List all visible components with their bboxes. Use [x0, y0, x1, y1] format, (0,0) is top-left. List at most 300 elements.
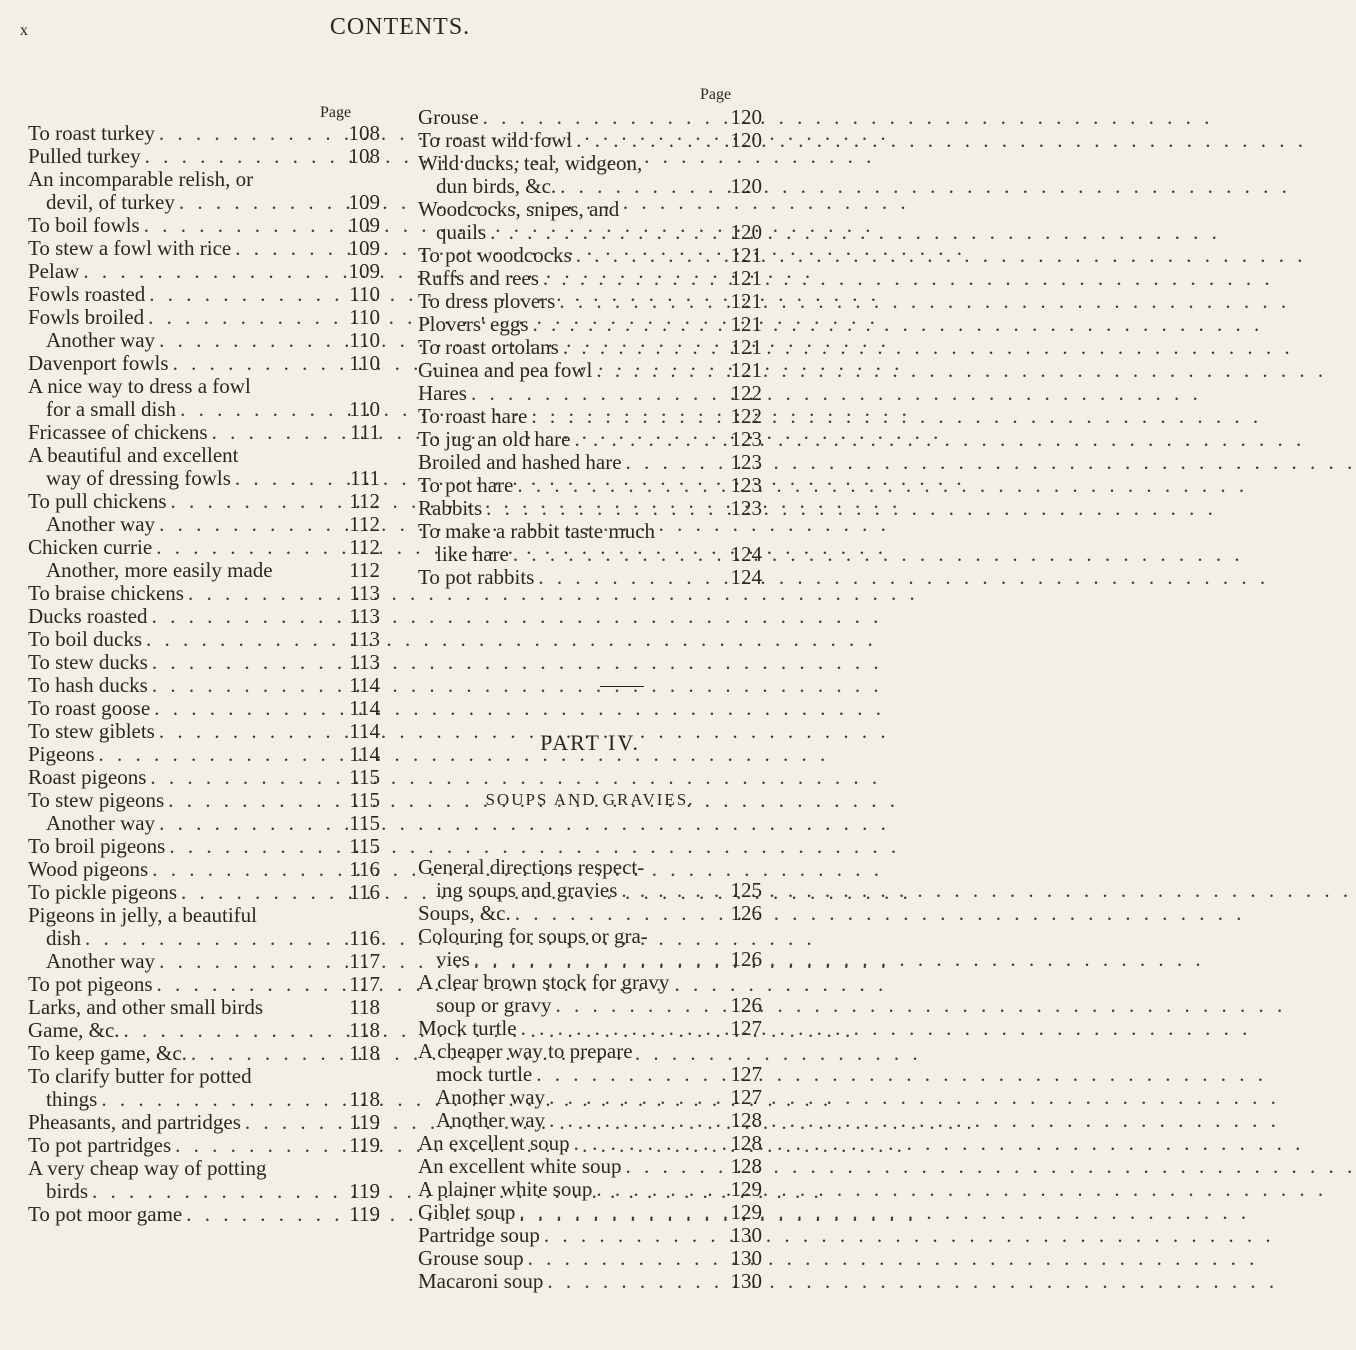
entry-page: 116 — [349, 880, 380, 904]
contents-entry — [418, 405, 762, 428]
entry-title: To dress plovers — [418, 289, 556, 313]
contents-entry — [28, 628, 380, 651]
entry-page: 114 — [349, 673, 380, 697]
entry-title: Chicken currie — [28, 535, 153, 559]
dot-leader — [592, 1178, 726, 1201]
entry-title: To boil fowls — [28, 213, 140, 237]
entry-page: 119 — [349, 1179, 380, 1203]
entry-title: Game, &c. — [28, 1018, 120, 1042]
entry-title: Guinea and pea fowl — [418, 358, 593, 382]
entry-title: Pelaw — [28, 259, 80, 283]
entry-title: To keep game, &c. — [28, 1041, 187, 1065]
dot-leader — [146, 766, 345, 789]
dot-leader — [165, 835, 345, 858]
entry-title: Another way — [46, 512, 156, 536]
entry-page: 121 — [730, 312, 762, 336]
dot-leader — [155, 329, 345, 352]
contents-entry — [28, 996, 380, 1019]
entry-page: 115 — [349, 765, 380, 789]
dot-leader — [182, 1203, 345, 1226]
entry-page: 113 — [349, 627, 380, 651]
entry-page: 116 — [349, 926, 380, 950]
contents-entry — [418, 244, 762, 267]
entry-page: 108 — [348, 144, 380, 168]
dot-leader — [241, 1111, 345, 1134]
entry-title: To pot moor game — [28, 1202, 183, 1226]
contents-entry — [28, 283, 380, 306]
contents-entry — [418, 948, 762, 971]
contents-entry — [28, 467, 380, 490]
entry-title: To pot woodcocks — [418, 243, 572, 267]
entry-title: To pot partridges — [28, 1133, 172, 1157]
entry-title: Rabbits — [418, 496, 483, 520]
contents-entry — [28, 1042, 380, 1065]
contents-entry — [418, 1132, 762, 1155]
contents-entry — [418, 1040, 762, 1063]
page-column-label: Page — [700, 86, 732, 103]
entry-list — [418, 856, 762, 1293]
entry-page: 110 — [349, 328, 380, 352]
entry-title: Ruffs and rees — [418, 266, 539, 290]
entry-page: 120 — [730, 105, 762, 129]
entry-page: 113 — [349, 581, 380, 605]
entry-title: A clear brown stock for gravy — [418, 970, 670, 994]
dot-leader — [155, 720, 345, 743]
dot-leader — [524, 1247, 727, 1270]
entry-title: Fricassee of chickens — [28, 420, 208, 444]
entry-page: 128 — [730, 1131, 762, 1155]
dot-leader — [572, 244, 727, 267]
contents-entry — [418, 1201, 762, 1224]
contents-entry — [418, 267, 762, 290]
entry-page: 122 — [730, 381, 762, 405]
dot-leader — [88, 1180, 345, 1203]
entry-title: To pot hare — [418, 473, 514, 497]
entry-page: 126 — [730, 901, 762, 925]
entry-page: 120 — [730, 128, 762, 152]
entry-page: 129 — [730, 1200, 762, 1224]
dot-leader — [517, 1017, 727, 1040]
entry-title: like hare — [436, 542, 509, 566]
entry-title: dun birds, &c. — [436, 174, 557, 198]
entry-title: Broiled and hashed hare — [418, 450, 622, 474]
contents-entry — [28, 674, 380, 697]
dot-leader — [570, 1132, 727, 1155]
dot-leader — [148, 858, 345, 881]
entry-page: 126 — [730, 993, 762, 1017]
entry-title: To hash ducks — [28, 673, 148, 697]
dot-leader — [467, 382, 727, 405]
contents-entry — [28, 766, 380, 789]
entry-page: 126 — [730, 947, 762, 971]
entry-title: Davenport fowls — [28, 351, 169, 375]
contents-entry — [28, 1065, 380, 1088]
dot-leader — [79, 260, 344, 283]
entry-page: 109 — [348, 213, 380, 237]
contents-entry — [418, 129, 762, 152]
dot-leader — [513, 474, 726, 497]
entry-title: soup or gravy — [436, 993, 552, 1017]
contents-entry — [28, 490, 380, 513]
dot-leader — [556, 175, 726, 198]
dot-leader — [551, 994, 726, 1017]
entry-title: Pulled turkey — [28, 144, 141, 168]
dot-leader — [208, 421, 346, 444]
entry-title: A very cheap way of potting — [28, 1156, 267, 1180]
contents-entry — [28, 720, 380, 743]
dot-leader — [153, 973, 346, 996]
contents-entry — [418, 336, 762, 359]
entry-title: To stew ducks — [28, 650, 148, 674]
entry-title: Pigeons — [28, 742, 95, 766]
dot-leader — [141, 145, 345, 168]
entry-page: 121 — [730, 335, 762, 359]
contents-entry — [28, 122, 380, 145]
contents-entry — [28, 605, 380, 628]
entry-title: A nice way to dress a fowl — [28, 374, 251, 398]
entry-list — [28, 122, 380, 1226]
contents-entry — [28, 260, 380, 283]
dot-leader — [572, 129, 726, 152]
dot-leader — [176, 398, 345, 421]
entry-page: 109 — [348, 259, 380, 283]
entry-title: To pull chickens — [28, 489, 167, 513]
part-subtitle: SOUPS AND GRAVIES. — [485, 790, 695, 809]
contents-entry — [28, 559, 380, 582]
entry-title: devil, of turkey — [46, 190, 175, 214]
entry-page: 127 — [730, 1085, 762, 1109]
contents-entry — [418, 971, 762, 994]
contents-entry — [418, 925, 762, 948]
entry-page: 128 — [730, 1108, 762, 1132]
entry-page: 112 — [349, 489, 380, 513]
dot-leader — [164, 789, 345, 812]
entry-page: 119 — [349, 1202, 380, 1226]
contents-entry — [28, 1180, 380, 1203]
entry-page: 117 — [349, 972, 380, 996]
entry-page: 109 — [348, 190, 380, 214]
dot-leader — [148, 651, 345, 674]
entry-page: 108 — [348, 121, 380, 145]
entry-title: To pickle pigeons — [28, 880, 177, 904]
entry-page: 114 — [349, 719, 380, 743]
dot-leader — [482, 497, 726, 520]
entry-page: 113 — [349, 650, 380, 674]
entry-page: 130 — [730, 1269, 762, 1293]
contents-entry — [418, 566, 762, 589]
page-column-label: Page — [320, 104, 352, 121]
dot-leader — [97, 1088, 345, 1111]
entry-title: for a small dish — [46, 397, 177, 421]
contents-entry — [418, 1270, 762, 1293]
contents-entry — [28, 1111, 380, 1134]
contents-entry — [28, 1134, 380, 1157]
contents-entry — [418, 290, 762, 313]
contents-entry — [28, 536, 380, 559]
contents-entry — [28, 582, 380, 605]
entry-page: 110 — [349, 351, 380, 375]
contents-entry — [418, 382, 762, 405]
dot-leader — [543, 1270, 726, 1293]
entry-title: To make a rabbit taste much — [418, 519, 656, 543]
contents-entry — [28, 651, 380, 674]
entry-page: 111 — [350, 420, 380, 444]
contents-entry — [418, 474, 762, 497]
entry-page: 112 — [349, 512, 380, 536]
contents-entry — [28, 421, 380, 444]
entry-title: To stew giblets — [28, 719, 155, 743]
contents-entry — [418, 994, 762, 1017]
entry-page: 109 — [348, 236, 380, 260]
entry-page: 110 — [349, 305, 380, 329]
dot-leader — [140, 214, 345, 237]
contents-entry — [28, 812, 380, 835]
contents-entry — [418, 902, 762, 925]
dot-leader — [559, 336, 727, 359]
entry-title: Roast pigeons — [28, 765, 147, 789]
entry-title: vies — [436, 947, 470, 971]
contents-entry — [418, 1017, 762, 1040]
contents-entry — [28, 927, 380, 950]
entry-title: Mock turtle — [418, 1016, 517, 1040]
entry-title: Another, more easily made — [46, 558, 273, 582]
entry-title: Hares — [418, 381, 467, 405]
contents-entry — [28, 789, 380, 812]
dot-leader — [486, 221, 726, 244]
contents-entry — [418, 1086, 762, 1109]
contents-entry — [418, 359, 762, 382]
dot-leader — [81, 927, 345, 950]
dot-leader — [155, 950, 345, 973]
contents-entry — [418, 175, 762, 198]
dot-leader — [571, 428, 727, 451]
entry-title: Ducks roasted — [28, 604, 148, 628]
entry-page: 118 — [349, 995, 380, 1019]
entry-page: 122 — [730, 404, 762, 428]
dot-leader — [177, 881, 345, 904]
entry-title: Woodcocks, snipes, and — [418, 197, 620, 221]
entry-page: 127 — [730, 1016, 762, 1040]
entry-page: 115 — [349, 788, 380, 812]
contents-entry — [28, 1157, 380, 1180]
contents-entry — [418, 543, 762, 566]
contents-entry — [28, 168, 380, 191]
dot-leader — [622, 451, 727, 474]
entry-title: To boil ducks — [28, 627, 143, 651]
dot-leader — [187, 1042, 345, 1065]
entry-title: Another way — [436, 1108, 546, 1132]
entry-title: Colouring for soups or gra- — [418, 924, 648, 948]
entry-page: 123 — [730, 473, 762, 497]
entry-page: 123 — [730, 496, 762, 520]
dot-leader — [175, 191, 345, 214]
contents-entry — [28, 743, 380, 766]
dot-leader — [529, 313, 727, 336]
dot-leader — [167, 490, 346, 513]
dot-leader — [171, 1134, 345, 1157]
entry-page: 112 — [349, 535, 380, 559]
part-title: PART IV. — [540, 730, 640, 755]
contents-entry — [418, 1247, 762, 1270]
contents-entry — [418, 879, 762, 902]
entry-title: A cheaper way to prepare — [418, 1039, 633, 1063]
entry-title: An excellent soup — [418, 1131, 570, 1155]
contents-entry — [418, 428, 762, 451]
dot-leader — [169, 352, 346, 375]
entry-page: 123 — [730, 427, 762, 451]
contents-entry — [418, 520, 762, 543]
entry-page: 112 — [349, 558, 380, 582]
entry-page: 129 — [730, 1177, 762, 1201]
entry-title: Pigeons in jelly, a beautiful — [28, 903, 258, 927]
entry-page: 118 — [349, 1018, 380, 1042]
contents-entry — [418, 313, 762, 336]
contents-entry — [28, 306, 380, 329]
entry-title: To clarify butter for potted — [28, 1064, 252, 1088]
entry-title: To pot rabbits — [418, 565, 535, 589]
dot-leader — [184, 582, 345, 605]
dot-leader — [120, 1019, 346, 1042]
contents-entry — [28, 513, 380, 536]
dot-leader — [515, 1201, 726, 1224]
dot-leader — [532, 1063, 726, 1086]
dot-leader — [617, 879, 726, 902]
contents-entry — [418, 451, 762, 474]
entry-page: 110 — [349, 282, 380, 306]
entry-page: 114 — [349, 696, 380, 720]
dot-leader — [539, 267, 727, 290]
entry-title: To roast wild fowl — [418, 128, 573, 152]
dot-leader — [540, 1224, 727, 1247]
entry-title: A plainer white soup — [418, 1177, 593, 1201]
entry-page: 121 — [730, 289, 762, 313]
entry-page: 119 — [349, 1110, 380, 1134]
entry-title: An incomparable relish, or — [28, 167, 254, 191]
contents-entry — [28, 973, 380, 996]
dot-leader — [545, 1109, 726, 1132]
entry-title: Grouse soup — [418, 1246, 524, 1270]
entry-page: 130 — [730, 1223, 762, 1247]
entry-title: things — [46, 1087, 98, 1111]
entry-title: To jug an old hare — [418, 427, 571, 451]
entry-page: 121 — [730, 358, 762, 382]
entry-title: Macaroni soup — [418, 1269, 544, 1293]
contents-entry — [418, 1063, 762, 1086]
entry-page: 121 — [730, 266, 762, 290]
entry-title: To stew a fowl with rice — [28, 236, 232, 260]
entry-page: 124 — [730, 542, 762, 566]
contents-entry — [28, 237, 380, 260]
dot-leader — [527, 405, 726, 428]
page-number: x — [20, 22, 28, 39]
entry-title: Another way — [46, 949, 156, 973]
entry-page: 123 — [730, 450, 762, 474]
entry-page: 114 — [349, 742, 380, 766]
contents-entry — [418, 152, 762, 175]
entry-list — [418, 106, 762, 589]
entry-page: 117 — [349, 949, 380, 973]
entry-title: Another way — [436, 1085, 546, 1109]
contents-entry — [418, 106, 762, 129]
entry-page: 113 — [349, 604, 380, 628]
dot-leader — [470, 948, 727, 971]
contents-entry — [28, 904, 380, 927]
entry-title: Partridge soup — [418, 1223, 540, 1247]
contents-entry — [28, 950, 380, 973]
contents-entry — [418, 198, 762, 221]
entry-title: mock turtle — [436, 1062, 533, 1086]
entry-title: To roast hare — [418, 404, 528, 428]
contents-entry — [418, 497, 762, 520]
dot-leader — [155, 513, 345, 536]
contents-entry — [28, 191, 380, 214]
entry-page: 125 — [730, 878, 762, 902]
entry-title: Grouse — [418, 105, 479, 129]
entry-title: General directions respect- — [418, 855, 645, 879]
entry-page: 120 — [730, 220, 762, 244]
entry-title: To roast ortolans — [418, 335, 559, 359]
entry-page: 128 — [730, 1154, 762, 1178]
dot-leader — [148, 674, 345, 697]
dot-leader — [509, 543, 727, 566]
dot-leader — [231, 467, 346, 490]
entry-title: ing soups and gravies — [436, 878, 618, 902]
entry-page: 130 — [730, 1246, 762, 1270]
entry-title: To broil pigeons — [28, 834, 166, 858]
entry-page: 118 — [349, 1041, 380, 1065]
entry-title: Wood pigeons — [28, 857, 149, 881]
entry-title: An excellent white soup — [418, 1154, 622, 1178]
entry-page: 124 — [730, 565, 762, 589]
dot-leader — [150, 697, 345, 720]
entry-title: To roast turkey — [28, 121, 155, 145]
contents-entry — [28, 375, 380, 398]
dot-leader — [152, 536, 345, 559]
contents-entry — [418, 221, 762, 244]
entry-title: Fowls broiled — [28, 305, 145, 329]
contents-entry — [28, 1019, 380, 1042]
dot-leader — [144, 306, 345, 329]
entry-title: way of dressing fowls — [46, 466, 231, 490]
entry-page: 116 — [349, 857, 380, 881]
contents-entry — [418, 1224, 762, 1247]
entry-title: To pot pigeons — [28, 972, 153, 996]
entry-title: Fowls roasted — [28, 282, 146, 306]
dot-leader — [511, 902, 727, 925]
contents-entry — [28, 352, 380, 375]
dot-leader — [622, 1155, 727, 1178]
contents-entry — [418, 856, 762, 879]
entry-title: Giblet soup — [418, 1200, 516, 1224]
entry-title: Larks, and other small birds — [28, 995, 264, 1019]
dot-leader — [231, 237, 344, 260]
contents-entry — [28, 858, 380, 881]
contents-entry — [28, 214, 380, 237]
contents-entry — [28, 697, 380, 720]
entry-page: 121 — [730, 243, 762, 267]
entry-page: 127 — [730, 1062, 762, 1086]
contents-entry — [418, 1178, 762, 1201]
entry-page: 111 — [350, 466, 380, 490]
dot-leader — [592, 359, 726, 382]
dot-leader — [155, 812, 345, 835]
section-divider — [600, 686, 644, 687]
entry-title: Soups, &c. — [418, 901, 511, 925]
contents-entry — [28, 329, 380, 352]
dot-leader — [155, 122, 345, 145]
entry-page: 118 — [349, 1087, 380, 1111]
entry-title: To braise chickens — [28, 581, 184, 605]
